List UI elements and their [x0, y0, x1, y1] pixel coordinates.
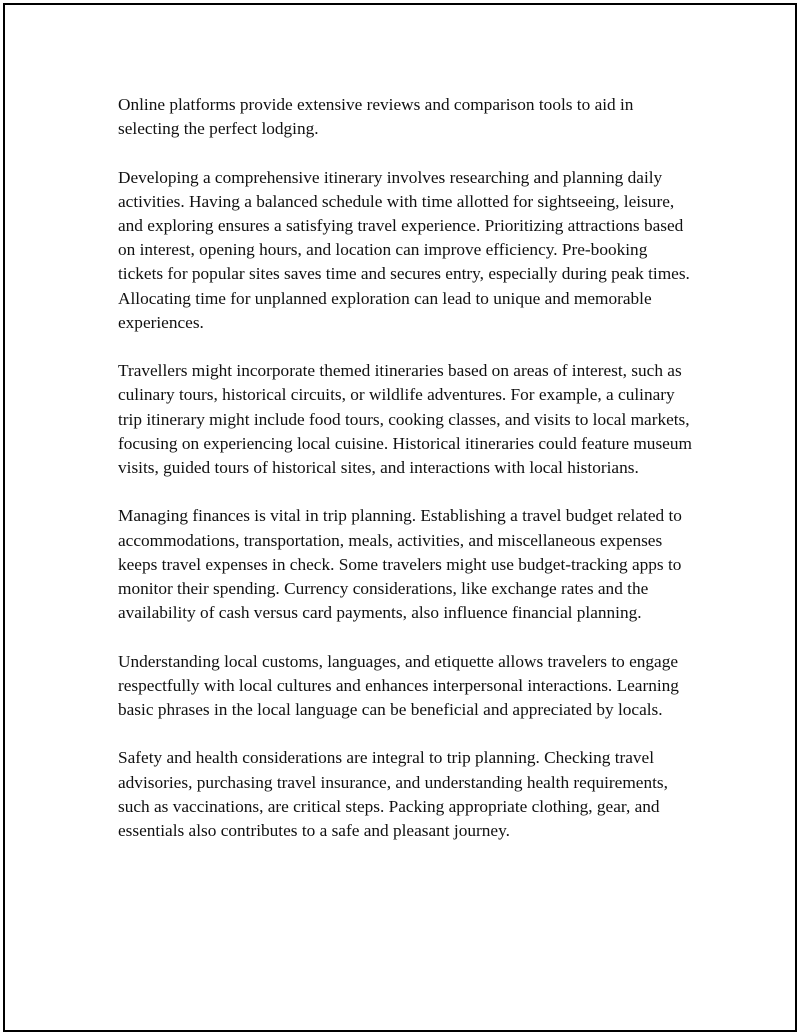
- paragraph-safety-health: Safety and health considerations are integral to trip planning. Checking travel advisories, purchasing travel insurance, and understanding health requirements, such as vaccinations, are critical steps. Packing appropriate clothing, gear, and essentials also contributes to a safe and pleasant journey.: [118, 748, 668, 841]
- paragraph-local-customs: Understanding local customs, languages, and etiquette allows travelers to engage respectfully with local cultures and enhances interpersonal interactions. Learning basic phrases in the local language can be beneficial and appreciated by locals.: [118, 651, 679, 720]
- paragraph-lodging: Online platforms provide extensive reviews and comparison tools to aid in selecting the perfect lodging.: [118, 95, 634, 139]
- paragraph-finances: Managing finances is vital in trip planning. Establishing a travel budget related to accommodations, transportation, meals, activities, and miscellaneous expenses keeps travel expenses in check. Some travelers might use budget-tracking apps to monitor their spending. Currency considerations, like exchange rates and the availability of cash versus card payments, also influence financial planning.: [118, 506, 682, 623]
- document-body: [118, 93, 692, 867]
- paragraph-themed-itineraries: Travellers might incorporate themed itineraries based on areas of interest, such as culinary tours, historical circuits, or wildlife adventures. For example, a culinary trip itinerary might include food tours, cooking classes, and visits to local markets, focusing on experiencing local cuisine. Historical itineraries could feature museum visits, guided tours of historical sites, and interactions with local historians.: [118, 361, 692, 478]
- paragraph-itinerary: Developing a comprehensive itinerary involves researching and planning daily activities. Having a balanced schedule with time allotted for sightseeing, leisure, and exploring ensures a satisfying travel experience. Prioritizing attractions based on interest, opening hours, and location can improve efficiency. Pre-booking tickets for popular sites saves time and secures entry, especially during peak times. Allocating time for unplanned exploration can lead to unique and memorable experiences.: [118, 167, 690, 332]
